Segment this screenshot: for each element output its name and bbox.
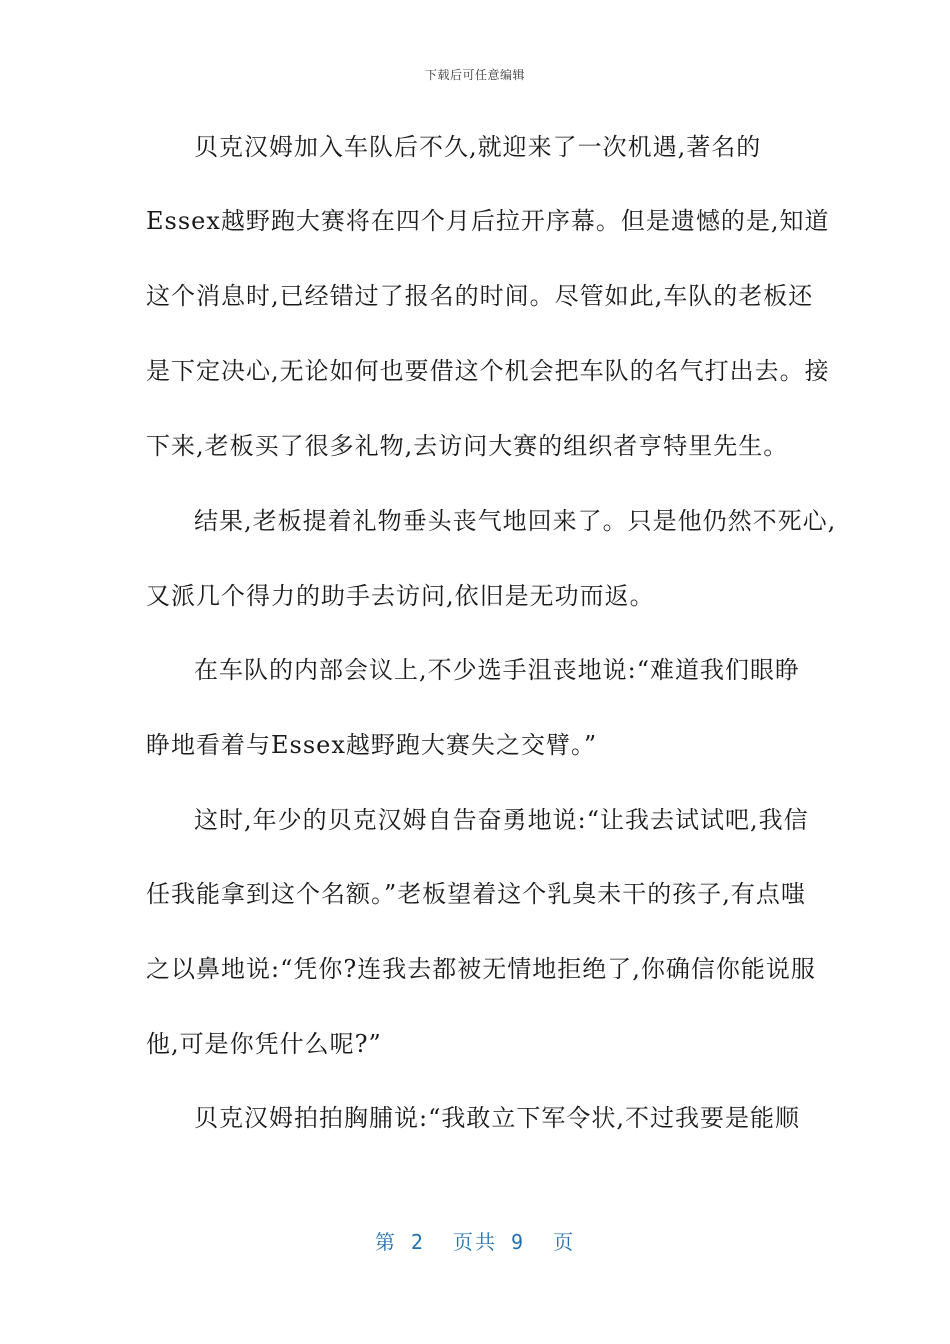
page-footer: 第 2 页共 9 页 xyxy=(374,1230,576,1254)
text-line: 这时,年少的贝克汉姆自告奋勇地说:“让我去试试吧,我信 xyxy=(194,806,809,834)
text-line: 是下定决心,无论如何也要借这个机会把车队的名气打出去。接 xyxy=(146,357,830,385)
text-line: 睁地看着与Essex越野跑大赛失之交臂。” xyxy=(146,731,598,759)
text-line: 结果,老板提着礼物垂头丧气地回来了。只是他仍然不死心, xyxy=(194,507,837,535)
text-line: 在车队的内部会议上,不少选手沮丧地说:“难道我们眼睁 xyxy=(194,656,800,684)
text-line: Essex越野跑大赛将在四个月后拉开序幕。但是遗憾的是,知道 xyxy=(146,207,830,235)
text-line: 任我能拿到这个名额。”老板望着这个乳臭未干的孩子,有点嗤 xyxy=(146,880,806,908)
text-line: 贝克汉姆加入车队后不久,就迎来了一次机遇,著名的 xyxy=(194,133,762,161)
page-header: 下载后可任意编辑 xyxy=(424,68,525,82)
text-line: 这个消息时,已经错过了报名的时间。尽管如此,车队的老板还 xyxy=(146,282,814,310)
text-line: 贝克汉姆拍拍胸脯说:“我敢立下军令状,不过我要是能顺 xyxy=(194,1104,800,1132)
text-line: 又派几个得力的助手去访问,依旧是无功而返。 xyxy=(146,582,655,610)
text-line: 他,可是你凭什么呢?” xyxy=(146,1030,382,1058)
text-line: 下来,老板买了很多礼物,去访问大赛的组织者亨特里先生。 xyxy=(146,432,789,460)
text-line: 之以鼻地说:“凭你?连我去都被无情地拒绝了,你确信你能说服 xyxy=(146,955,816,983)
